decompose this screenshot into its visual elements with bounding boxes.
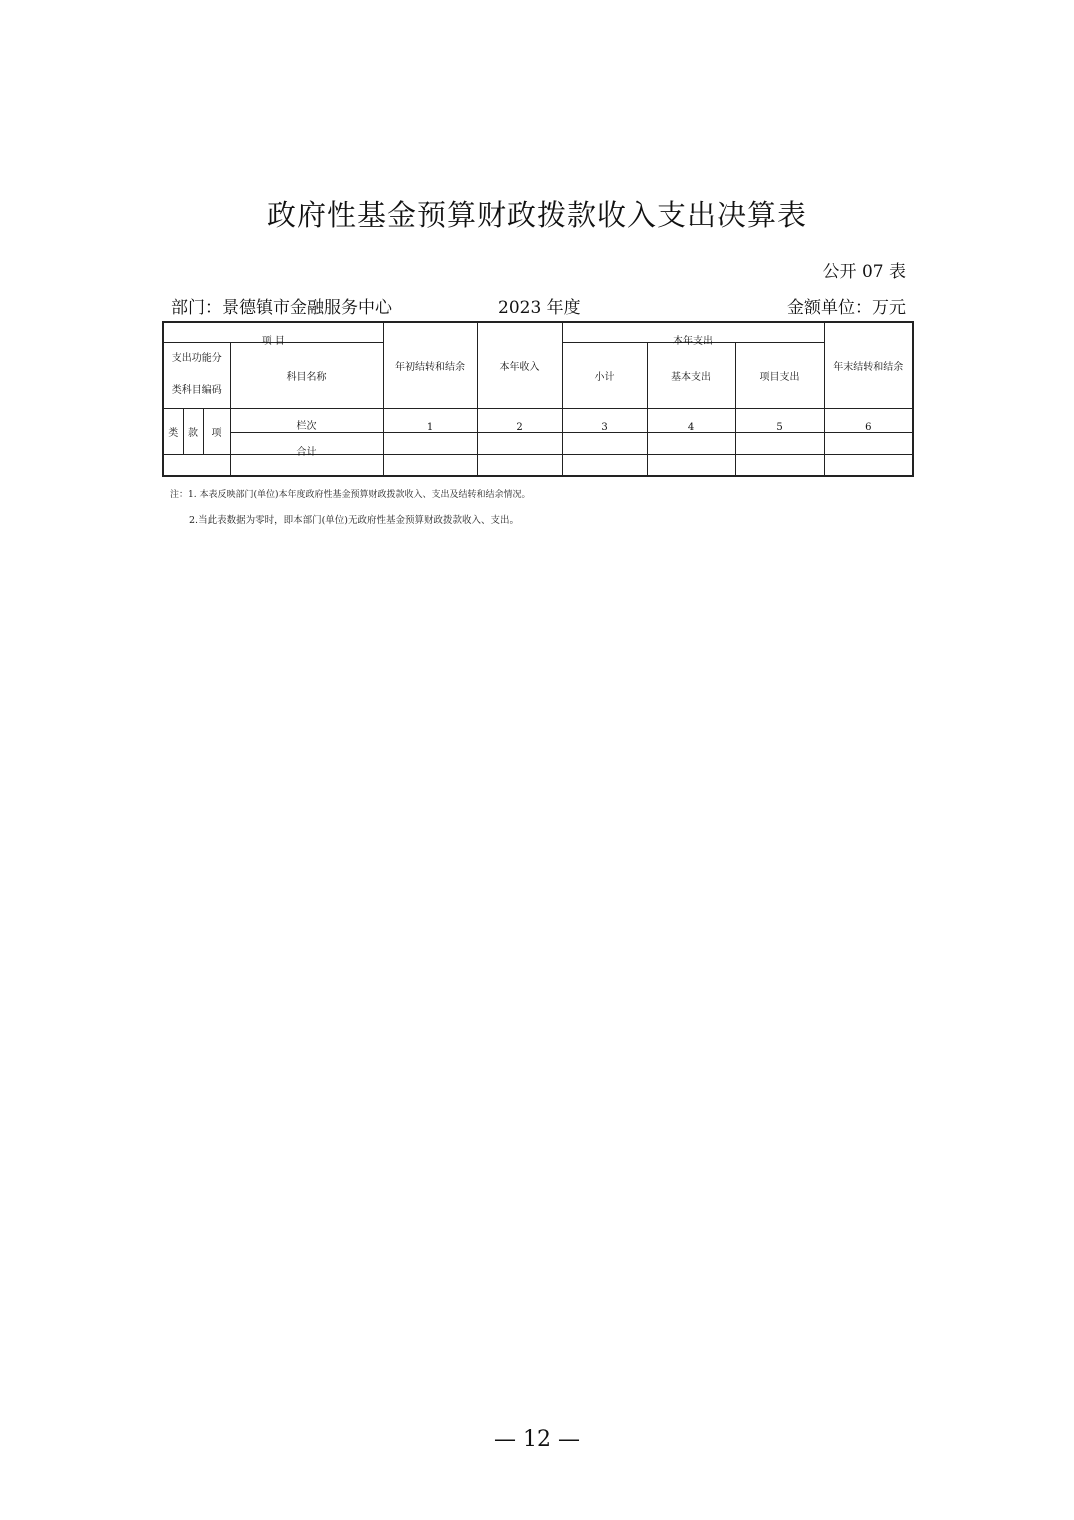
code-label-line2: 类科目编码 <box>171 385 222 396</box>
col-number-5: 5 <box>735 408 824 432</box>
blank-cell-3 <box>562 454 647 476</box>
blank-cell-1 <box>383 454 477 476</box>
total-cell-3 <box>562 432 647 454</box>
blank-cell-5 <box>735 454 824 476</box>
blank-cell-6 <box>824 454 913 476</box>
col-number-4: 4 <box>647 408 735 432</box>
header-opening-balance: 年初结转和结余 <box>383 322 477 408</box>
header-closing-balance: 年末结转和结余 <box>824 322 913 408</box>
page-number: — 12 — <box>494 1427 580 1452</box>
header-subject-name: 科目名称 <box>230 342 383 408</box>
department-label: 部门：景德镇市金融服务中心 <box>171 298 392 318</box>
header-expense-group: 本年支出 <box>562 322 824 342</box>
header-project-group: 项 目 <box>163 322 383 342</box>
code-label-line1: 支出功能分 <box>171 353 222 364</box>
row-index-label: 栏次 <box>230 408 383 432</box>
total-label: 合计 <box>230 432 383 454</box>
total-cell-4 <box>647 432 735 454</box>
total-cell-2 <box>477 432 562 454</box>
col-number-3: 3 <box>562 408 647 432</box>
form-number: 公开 07 表 <box>822 262 906 282</box>
amount-unit: 金额单位：万元 <box>787 298 906 318</box>
header-lei: 类 <box>163 408 183 454</box>
blank-cell-2 <box>477 454 562 476</box>
blank-cell-4 <box>647 454 735 476</box>
header-function-code <box>163 342 230 408</box>
col-number-1: 1 <box>383 408 477 432</box>
blank-code-cell <box>163 454 230 476</box>
page-title: 政府性基金预算财政拨款收入支出决算表 <box>266 198 807 232</box>
header-kuan: 款 <box>183 408 203 454</box>
header-basic-expense: 基本支出 <box>647 342 735 408</box>
note-1: 注：1. 本表反映部门(单位)本年度政府性基金预算财政拨款收入、支出及结转和结余情况。 <box>170 490 531 500</box>
fiscal-year: 2023 年度 <box>498 298 581 318</box>
header-current-income: 本年收入 <box>477 322 562 408</box>
header-xiang: 项 <box>203 408 230 454</box>
total-cell-5 <box>735 432 824 454</box>
total-cell-6 <box>824 432 913 454</box>
col-number-2: 2 <box>477 408 562 432</box>
header-subtotal: 小计 <box>562 342 647 408</box>
note-2: 2.当此表数据为零时，即本部门(单位)无政府性基金预算财政拨款收入、支出。 <box>189 515 519 526</box>
budget-table <box>162 321 914 477</box>
total-cell-1 <box>383 432 477 454</box>
header-project-expense: 项目支出 <box>735 342 824 408</box>
col-number-6: 6 <box>824 408 913 432</box>
